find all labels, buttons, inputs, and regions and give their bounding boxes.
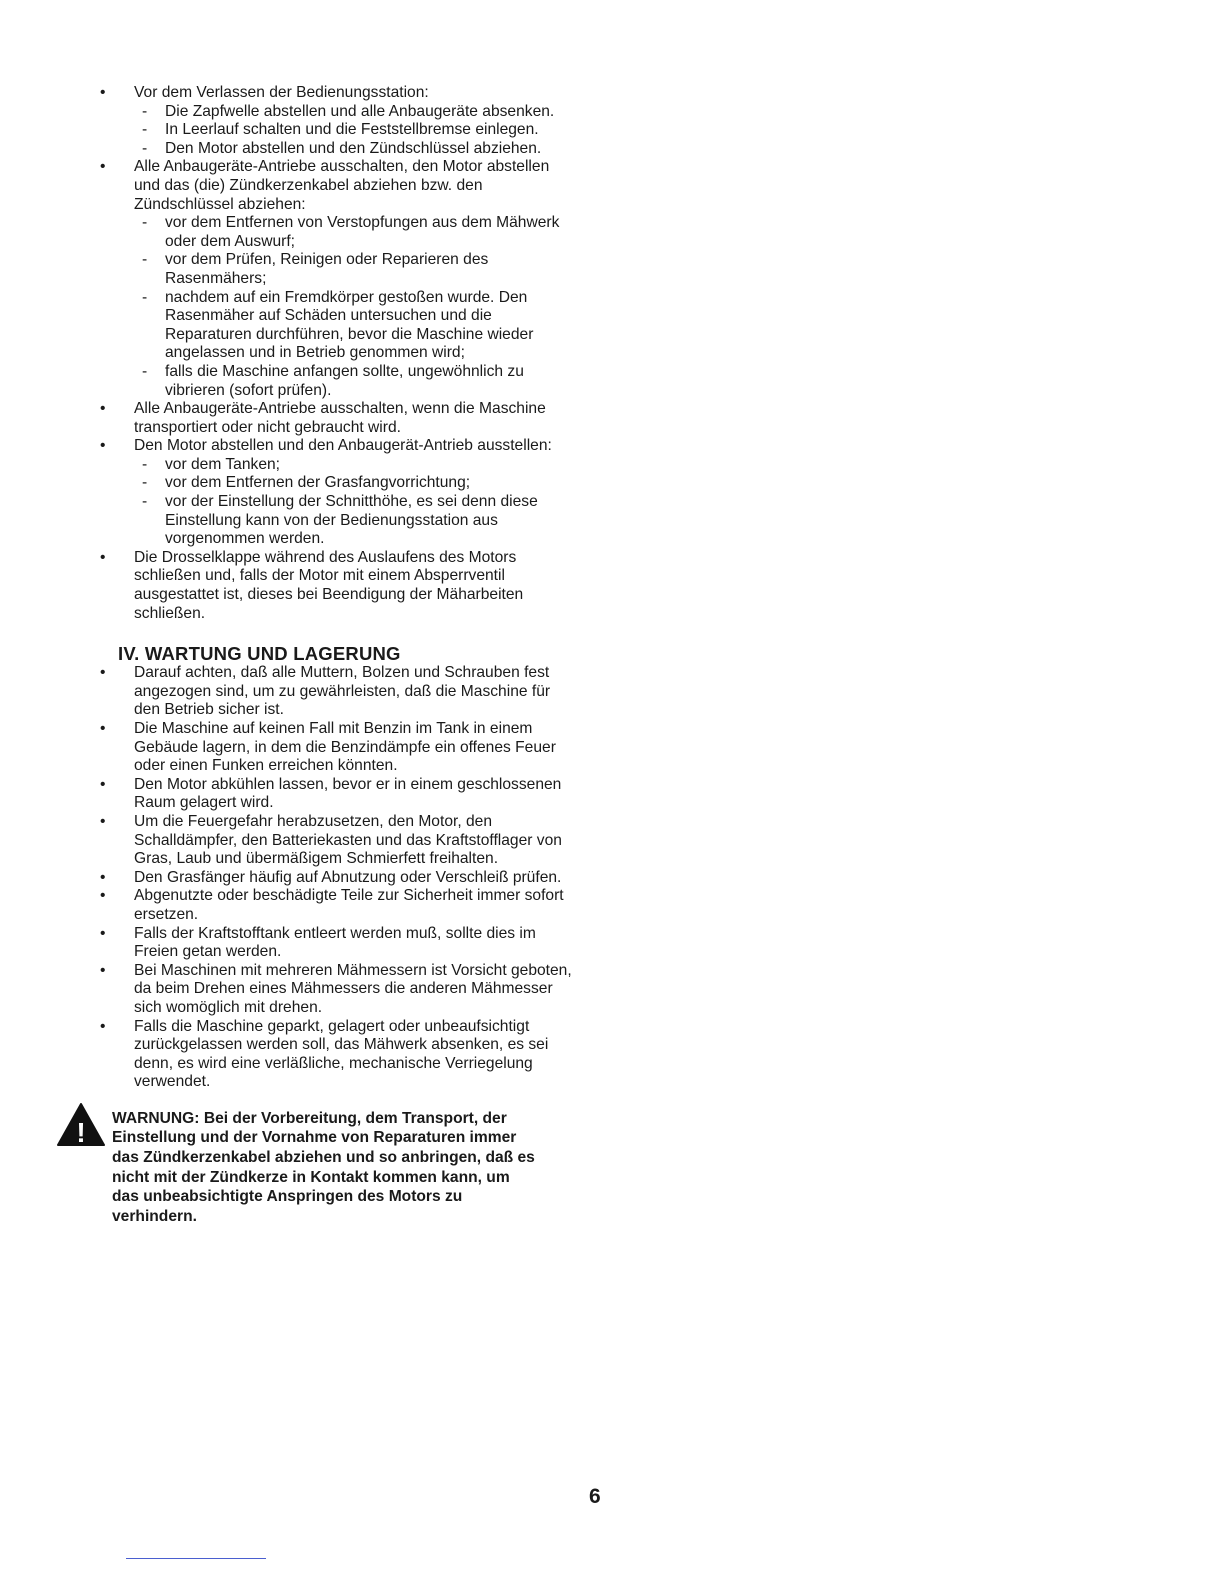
list-item [96, 437, 576, 549]
list-item-text: Falls der Kraftstofftank entleert werden muß, sollte dies im Freien getan werden. [134, 924, 536, 961]
main-column [76, 84, 576, 1226]
list-item [96, 869, 576, 888]
bullet-icon: • [100, 812, 106, 830]
bullet-icon: • [100, 924, 106, 942]
warning-box [76, 1109, 576, 1227]
warning-exclamation-mark: ! [76, 1116, 86, 1147]
list-item [96, 158, 576, 400]
sub-list [134, 103, 576, 159]
sub-list-item [134, 493, 576, 549]
list-item [96, 720, 576, 776]
list-item-text: Um die Feuergefahr herabzusetzen, den Motor, den Schalldämpfer, den Batteriekasten und das Kraftstofflager von Gras, Laub und übermäßigem Schmierfett freihalten. [134, 812, 562, 868]
list-item [96, 1018, 576, 1092]
sub-item-text: nachdem auf ein Fremdkörper gestoßen wurde. Den Rasenmäher auf Schäden untersuchen und die Reparaturen durchführen, bevor die Maschine wieder angelassen und in Betrieb genommen wird; [165, 288, 534, 362]
list-item-text: Falls die Maschine geparkt, gelagert oder unbeaufsichtigt zurückgelassen werden soll, das Mähwerk absenken, es sei denn, es wird eine verläßliche, mechanische Verriegelung verwendet. [134, 1017, 549, 1091]
dash-icon: - [142, 102, 148, 120]
sub-list-item [134, 140, 576, 159]
sub-list-item [134, 456, 576, 475]
list-item [96, 549, 576, 623]
list-item [96, 664, 576, 720]
list-item-text: Bei Maschinen mit mehreren Mähmessern ist Vorsicht geboten, da beim Drehen eines Mähmessers die anderen Mähmesser sich womöglich mit drehen. [134, 961, 572, 1016]
bullet-icon: • [100, 720, 106, 737]
sub-item-text: vor der Einstellung der Schnitthöhe, es sei denn diese Einstellung kann von der Bedienungsstation aus vorgenommen werden. [165, 493, 538, 548]
sub-list-item [134, 474, 576, 493]
dash-icon: - [142, 139, 148, 157]
list-item [96, 925, 576, 962]
list-item-text: Darauf achten, daß alle Muttern, Bolzen und Schrauben fest angezogen sind, um zu gewährleisten, daß die Maschine für den Betrieb sicher ist. [134, 664, 551, 719]
sub-list-item [134, 289, 576, 363]
warning-text: WARNUNG: Bei der Vorbereitung, dem Transport, der Einstellung und der Vornahme von Reparaturen immer das Zündkerzenkabel abziehen und so anbringen, daß es nicht mit der Zündkerze in Kontakt kommen kann, um das unbeabsichtigte Anspringen des Motors zu verhindern. [112, 1109, 535, 1225]
sub-item-text: vor dem Entfernen von Verstopfungen aus dem Mähwerk oder dem Auswurf; [165, 214, 560, 250]
dash-icon: - [142, 214, 148, 232]
bullet-icon: • [100, 775, 106, 793]
list-item [96, 776, 576, 813]
sub-item-text: falls die Maschine anfangen sollte, ungewöhnlich zu vibrieren (sofort prüfen). [165, 362, 524, 399]
sub-list-item [134, 121, 576, 140]
sub-item-text: vor dem Tanken; [165, 455, 280, 473]
footer-rule [126, 1558, 266, 1559]
dash-icon: - [142, 362, 148, 380]
dash-icon: - [142, 288, 148, 306]
list-item [96, 962, 576, 1018]
dash-icon: - [142, 121, 148, 139]
sub-item-text: Die Zapfwelle abstellen und alle Anbaugeräte absenken. [165, 102, 555, 120]
bullet-icon: • [100, 437, 106, 455]
list-item-text: Vor dem Verlassen der Bedienungsstation: [134, 84, 429, 101]
sub-list-item [134, 251, 576, 288]
list-item [96, 84, 576, 158]
bullet-icon: • [100, 400, 106, 418]
list-item-text: Alle Anbaugeräte-Antriebe ausschalten, den Motor abstellen und das (die) Zündkerzenkabel abziehen bzw. den Zündschlüssel abziehen: [134, 158, 550, 213]
list-item-text: Die Drosselklappe während des Auslaufens des Motors schließen und, falls der Motor mit einem Absperrventil ausgestattet ist, dieses bei Beendigung der Mäharbeiten schließen. [134, 548, 524, 622]
sub-list-item [134, 214, 576, 251]
list-item-text: Den Motor abstellen und den Anbaugerät-Antrieb ausstellen: [134, 437, 552, 455]
dash-icon: - [142, 251, 148, 269]
bullet-icon: • [100, 868, 106, 886]
sub-item-text: vor dem Prüfen, Reinigen oder Reparieren des Rasenmähers; [165, 251, 489, 287]
list-item [96, 813, 576, 869]
list-item [96, 400, 576, 437]
sub-item-text: Den Motor abstellen und den Zündschlüssel abziehen. [165, 139, 542, 157]
list-item-text: Den Motor abkühlen lassen, bevor er in einem geschlossenen Raum gelagert wird. [134, 775, 562, 812]
bullet-icon: • [100, 887, 106, 905]
sub-list-item [134, 103, 576, 122]
sub-item-text: vor dem Entfernen der Grasfangvorrichtung; [165, 474, 471, 492]
list-item-text: Alle Anbaugeräte-Antriebe ausschalten, wenn die Maschine transportiert oder nicht gebraucht wird. [134, 400, 546, 436]
bullet-icon: • [100, 158, 106, 176]
bullet-icon: • [100, 84, 106, 101]
dash-icon: - [142, 493, 148, 511]
bullet-icon: • [100, 1017, 106, 1035]
warning-triangle-icon [56, 1101, 114, 1147]
section-heading: IV. WARTUNG UND LAGERUNG [118, 643, 401, 665]
sub-list-item [134, 363, 576, 400]
list-item-text: Die Maschine auf keinen Fall mit Benzin im Tank in einem Gebäude lagern, in dem die Benzindämpfe ein offenes Feuer oder einen Funken erreichen könnten. [134, 720, 556, 775]
bullet-icon: • [100, 548, 106, 566]
safety-list [96, 84, 576, 623]
list-item-text: Den Grasfänger häufig auf Abnutzung oder Verschleiß prüfen. [134, 868, 562, 886]
bullet-icon: • [100, 961, 106, 979]
dash-icon: - [142, 474, 148, 492]
sub-list [134, 214, 576, 400]
sub-item-text: In Leerlauf schalten und die Feststellbremse einlegen. [165, 121, 539, 139]
dash-icon: - [142, 455, 148, 473]
maintenance-list [96, 664, 576, 1092]
sub-list [134, 456, 576, 549]
page-number: 6 [589, 1485, 601, 1508]
list-item-text: Abgenutzte oder beschädigte Teile zur Sicherheit immer sofort ersetzen. [134, 887, 564, 923]
list-item [96, 887, 576, 924]
bullet-icon: • [100, 664, 106, 682]
